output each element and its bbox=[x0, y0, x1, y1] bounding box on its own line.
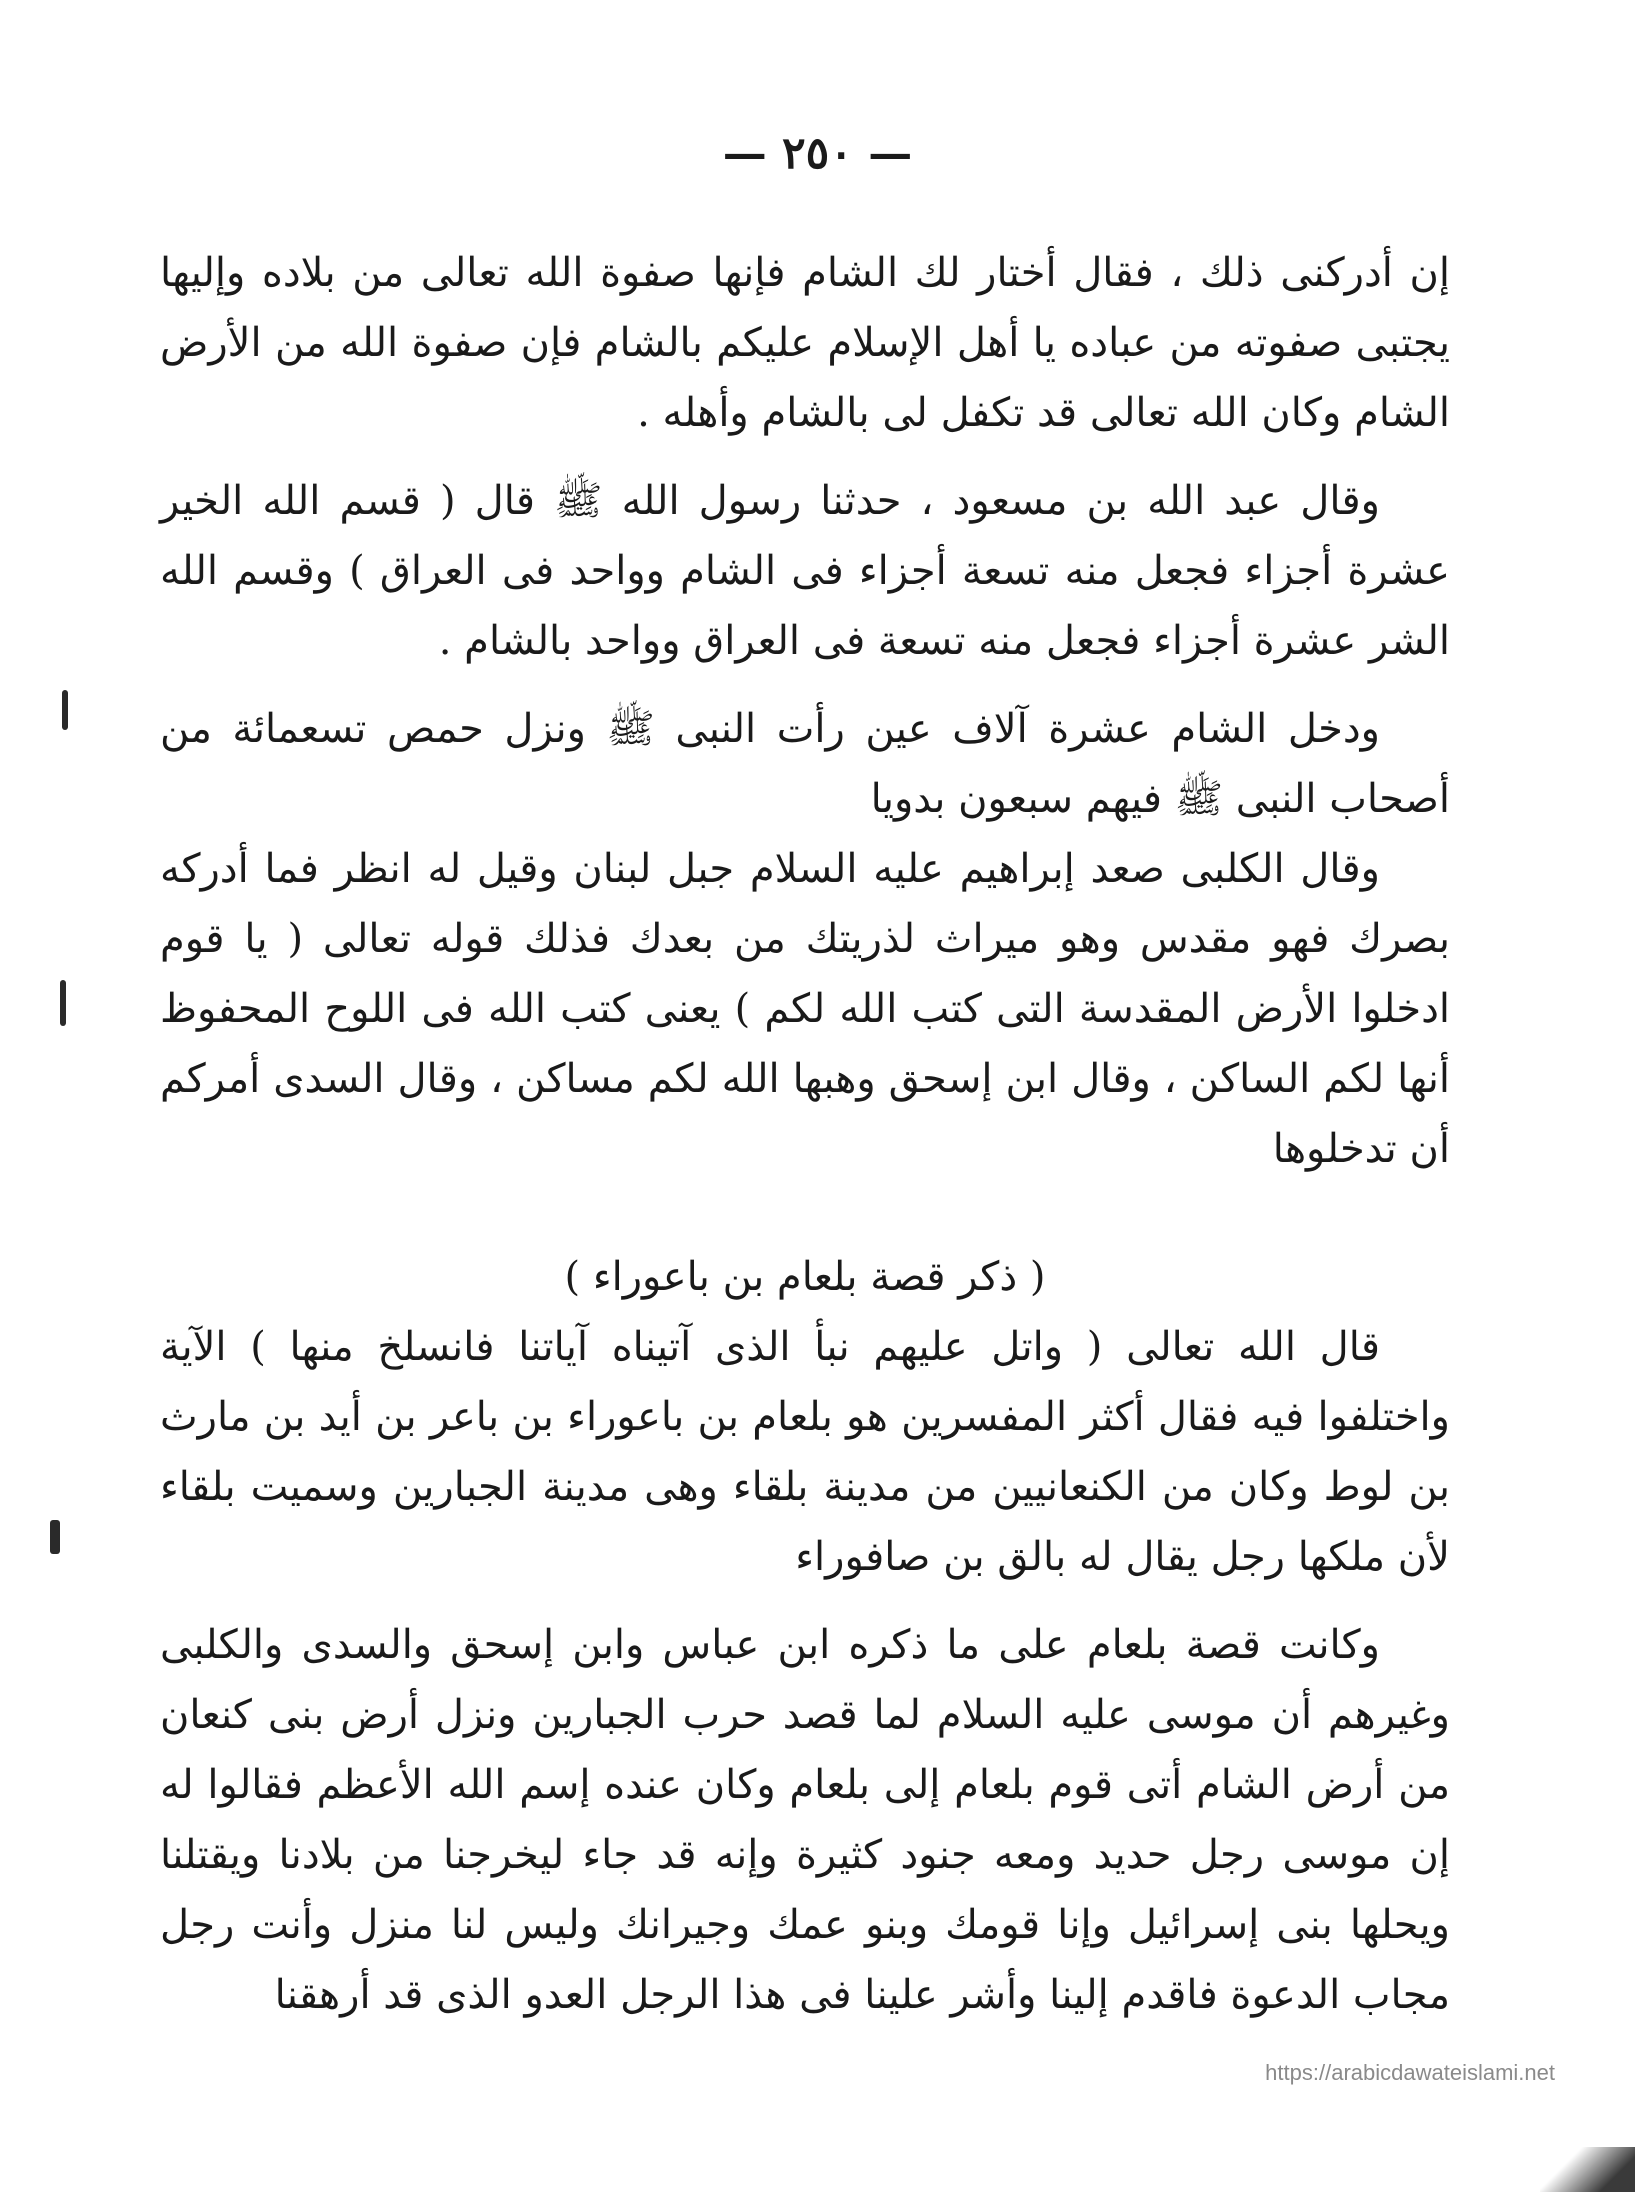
paragraph: ودخل الشام عشرة آلاف عين رأت النبى ﷺ ونزل حمص تسعمائة من أصحاب النبى ﷺ فيهم سبعون بدويا bbox=[160, 706, 1450, 822]
paragraph: وقال الكلبى صعد إبراهيم عليه السلام جبل لبنان وقيل له انظر فما أدركه بصرك فهو مقدس وهو ميراث لذريتك من بعدك فذلك قوله تعالى ( يا قوم ادخلوا الأرض المقدسة التى كتب الله لكم ) يعنى كتب الله فى اللوح المحفوظ أنها لكم الساكن ، وقال ابن إسحق وهبها الله لكم مساكن ، وقال السدى أمركم أن تدخلوها bbox=[160, 846, 1450, 1172]
page-number: — ٢٥٠ — bbox=[722, 128, 913, 179]
watermark-url: https://arabicdawateislami.net bbox=[1265, 2060, 1555, 2085]
paragraph: قال الله تعالى ( واتل عليهم نبأ الذى آتيناه آياتنا فانسلخ منها ) الآية واختلفوا فيه فقال أكثر المفسرين هو بلعام بن باعوراء بن باعر بن أيد بن مارث بن لوط وكان من الكنعانيين من مدينة بلقاء وهى مدينة الجبارين وسميت بلقاء لأن ملكها رجل يقال له بالق بن صافوراء bbox=[160, 1324, 1450, 1580]
margin-mark bbox=[62, 690, 68, 730]
paragraph: وكانت قصة بلعام على ما ذكره ابن عباس وابن إسحق والسدى والكلبى وغيرهم أن موسى عليه السلام لما قصد حرب الجبارين ونزل أرض بنى كنعان من أرض الشام أتى قوم بلعام إلى بلعام وكان عنده إسم الله الأعظم فقالوا له إن موسى رجل حديد ومعه جنود كثيرة وإنه قد جاء ليخرجنا من بلادنا ويقتلنا ويحلها بنى إسرائيل وإنا قومك وبنو عمك وجيرانك وليس لنا منزل وأنت رجل مجاب الدعوة فاقدم إلينا وأشر علينا فى هذا الرجل العدو الذى قد أرهقنا bbox=[160, 1622, 1450, 2018]
section-heading: ( ذكر قصة بلعام بن باعوراء ) bbox=[564, 1254, 1046, 1300]
scan-shadow bbox=[1540, 2147, 1635, 2192]
paragraph: إن أدركنى ذلك ، فقال أختار لك الشام فإنها صفوة الله تعالى من بلاده وإليها يجتبى صفوته من عباده يا أهل الإسلام عليكم بالشام فإن صفوة الله من الأرض الشام وكان الله تعالى قد تكفل لى بالشام وأهله . bbox=[160, 250, 1450, 436]
margin-mark bbox=[50, 1520, 60, 1554]
body-text-top bbox=[160, 238, 1450, 2030]
margin-mark bbox=[60, 980, 66, 1026]
paragraph: وقال عبد الله بن مسعود ، حدثنا رسول الله ﷺ قال ( قسم الله الخير عشرة أجزاء فجعل منه تسعة أجزاء فى الشام وواحد فى العراق ) وقسم الله الشر عشرة أجزاء فجعل منه تسعة فى العراق وواحد بالشام . bbox=[160, 478, 1450, 664]
